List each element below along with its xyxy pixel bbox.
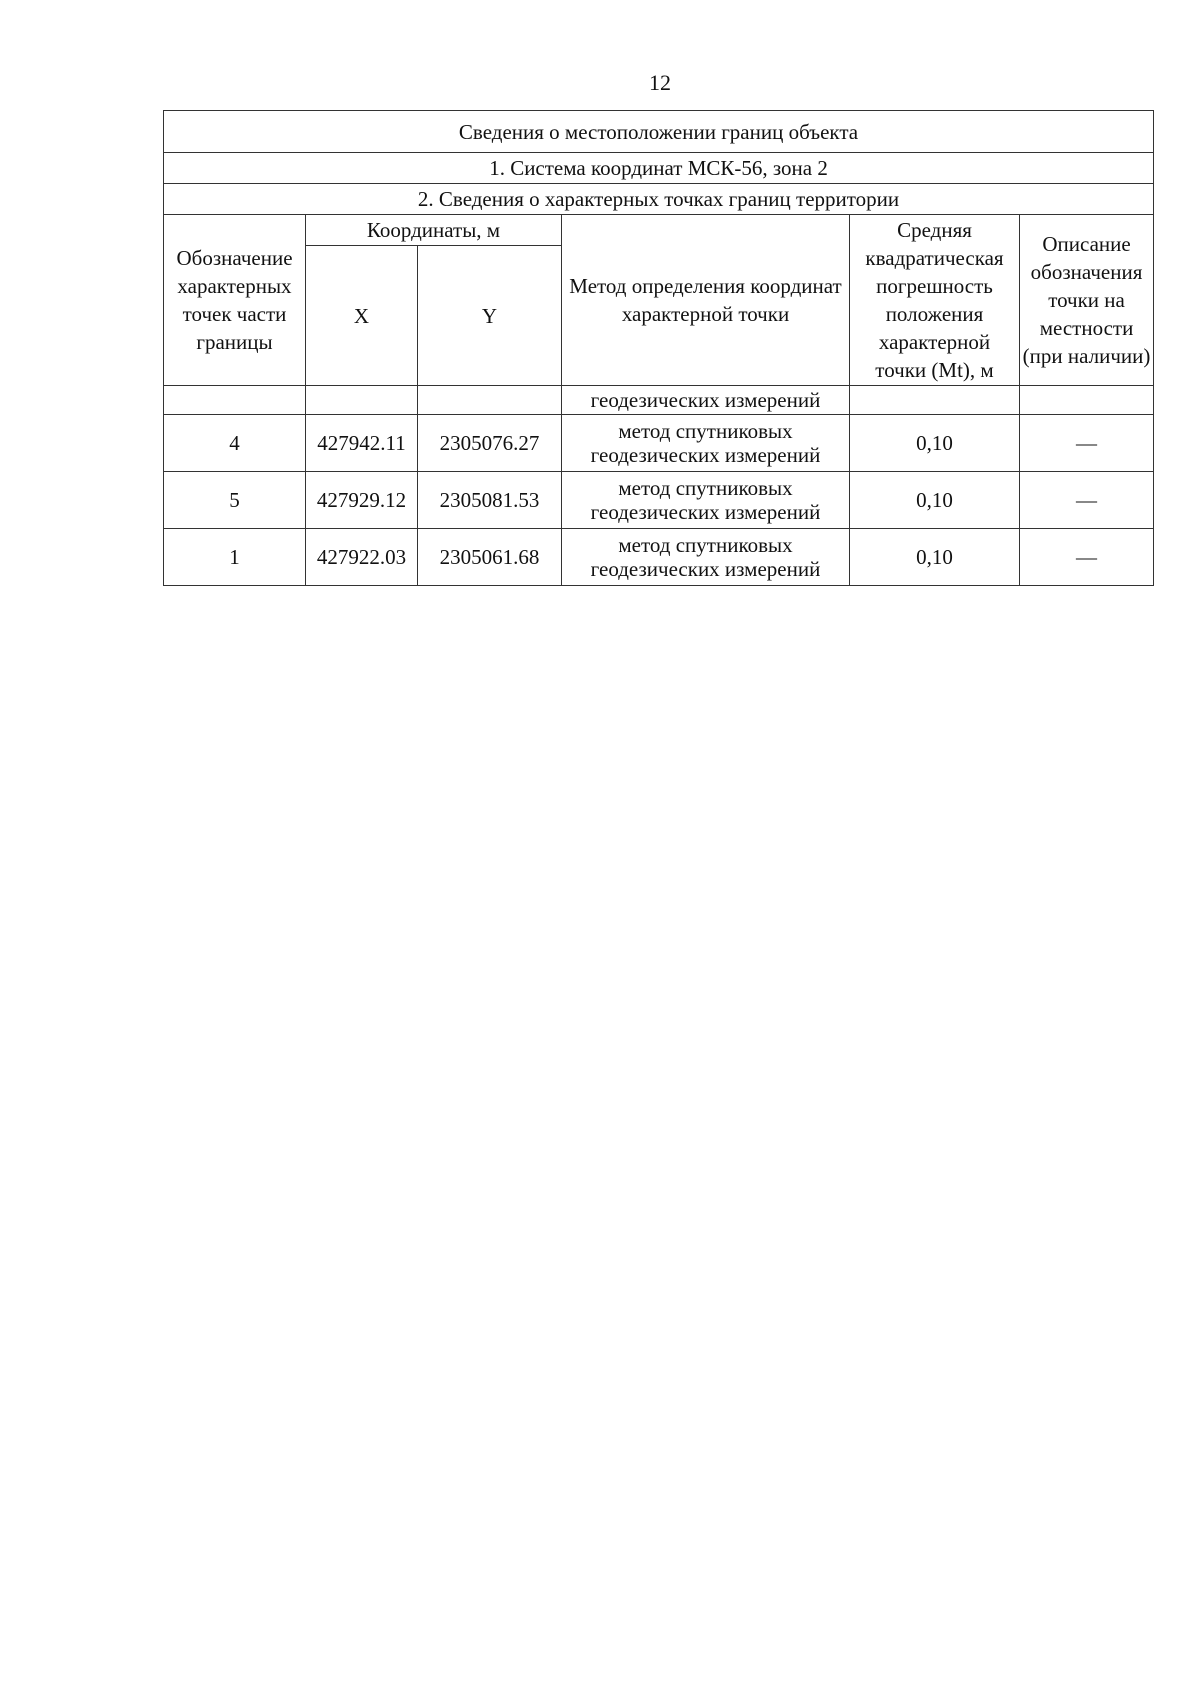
cell-y: 2305076.27 xyxy=(418,415,562,472)
table-row xyxy=(164,472,1154,529)
continuation-row xyxy=(164,386,1154,415)
coordinate-system: 1. Система координат МСК-56, зона 2 xyxy=(164,153,1154,184)
cell-empty xyxy=(850,386,1020,415)
table-row xyxy=(164,529,1154,586)
cell-empty xyxy=(306,386,418,415)
header-point: Обозначение характерных точек части границы xyxy=(164,215,306,386)
header-row-1 xyxy=(164,215,1154,246)
cell-x: 427922.03 xyxy=(306,529,418,586)
cell-y: 2305061.68 xyxy=(418,529,562,586)
points-info: 2. Сведения о характерных точках границ территории xyxy=(164,184,1154,215)
header-coords: Координаты, м xyxy=(306,215,562,246)
header-y: Y xyxy=(418,246,562,386)
cell-empty xyxy=(1020,386,1154,415)
method-line-2: геодезических измерений xyxy=(590,557,821,581)
cell-method xyxy=(562,529,850,586)
cell-x: 427929.12 xyxy=(306,472,418,529)
cell-description: — xyxy=(1020,529,1154,586)
page-number: 12 xyxy=(649,70,671,95)
header-description: Описание обозначения точки на местности (при наличии) xyxy=(1020,215,1154,386)
coordinate-system-row xyxy=(164,153,1154,184)
method-line-1: метод спутниковых xyxy=(618,533,793,557)
continuation-method: геодезических измерений xyxy=(562,386,850,415)
cell-empty xyxy=(418,386,562,415)
cell-description: — xyxy=(1020,472,1154,529)
table-row xyxy=(164,415,1154,472)
table-title-row xyxy=(164,111,1154,153)
cell-point: 1 xyxy=(164,529,306,586)
method-line-1: метод спутниковых xyxy=(618,419,793,443)
cell-y: 2305081.53 xyxy=(418,472,562,529)
table-title: Сведения о местоположении границ объекта xyxy=(164,111,1154,153)
cell-empty xyxy=(164,386,306,415)
cell-method xyxy=(562,472,850,529)
cell-x: 427942.11 xyxy=(306,415,418,472)
header-error: Средняя квадратическая погрешность положения характерной точки (Mt), м xyxy=(850,215,1020,386)
method-line-2: геодезических измерений xyxy=(590,500,821,524)
cell-point: 4 xyxy=(164,415,306,472)
cell-error: 0,10 xyxy=(850,472,1020,529)
cell-error: 0,10 xyxy=(850,529,1020,586)
method-line-1: метод спутниковых xyxy=(618,476,793,500)
method-line-2: геодезических измерений xyxy=(590,443,821,467)
cell-description: — xyxy=(1020,415,1154,472)
boundary-table xyxy=(163,110,1154,586)
points-info-row xyxy=(164,184,1154,215)
header-method: Метод определения координат характерной точки xyxy=(562,215,850,386)
header-x: X xyxy=(306,246,418,386)
cell-error: 0,10 xyxy=(850,415,1020,472)
cell-method xyxy=(562,415,850,472)
cell-point: 5 xyxy=(164,472,306,529)
